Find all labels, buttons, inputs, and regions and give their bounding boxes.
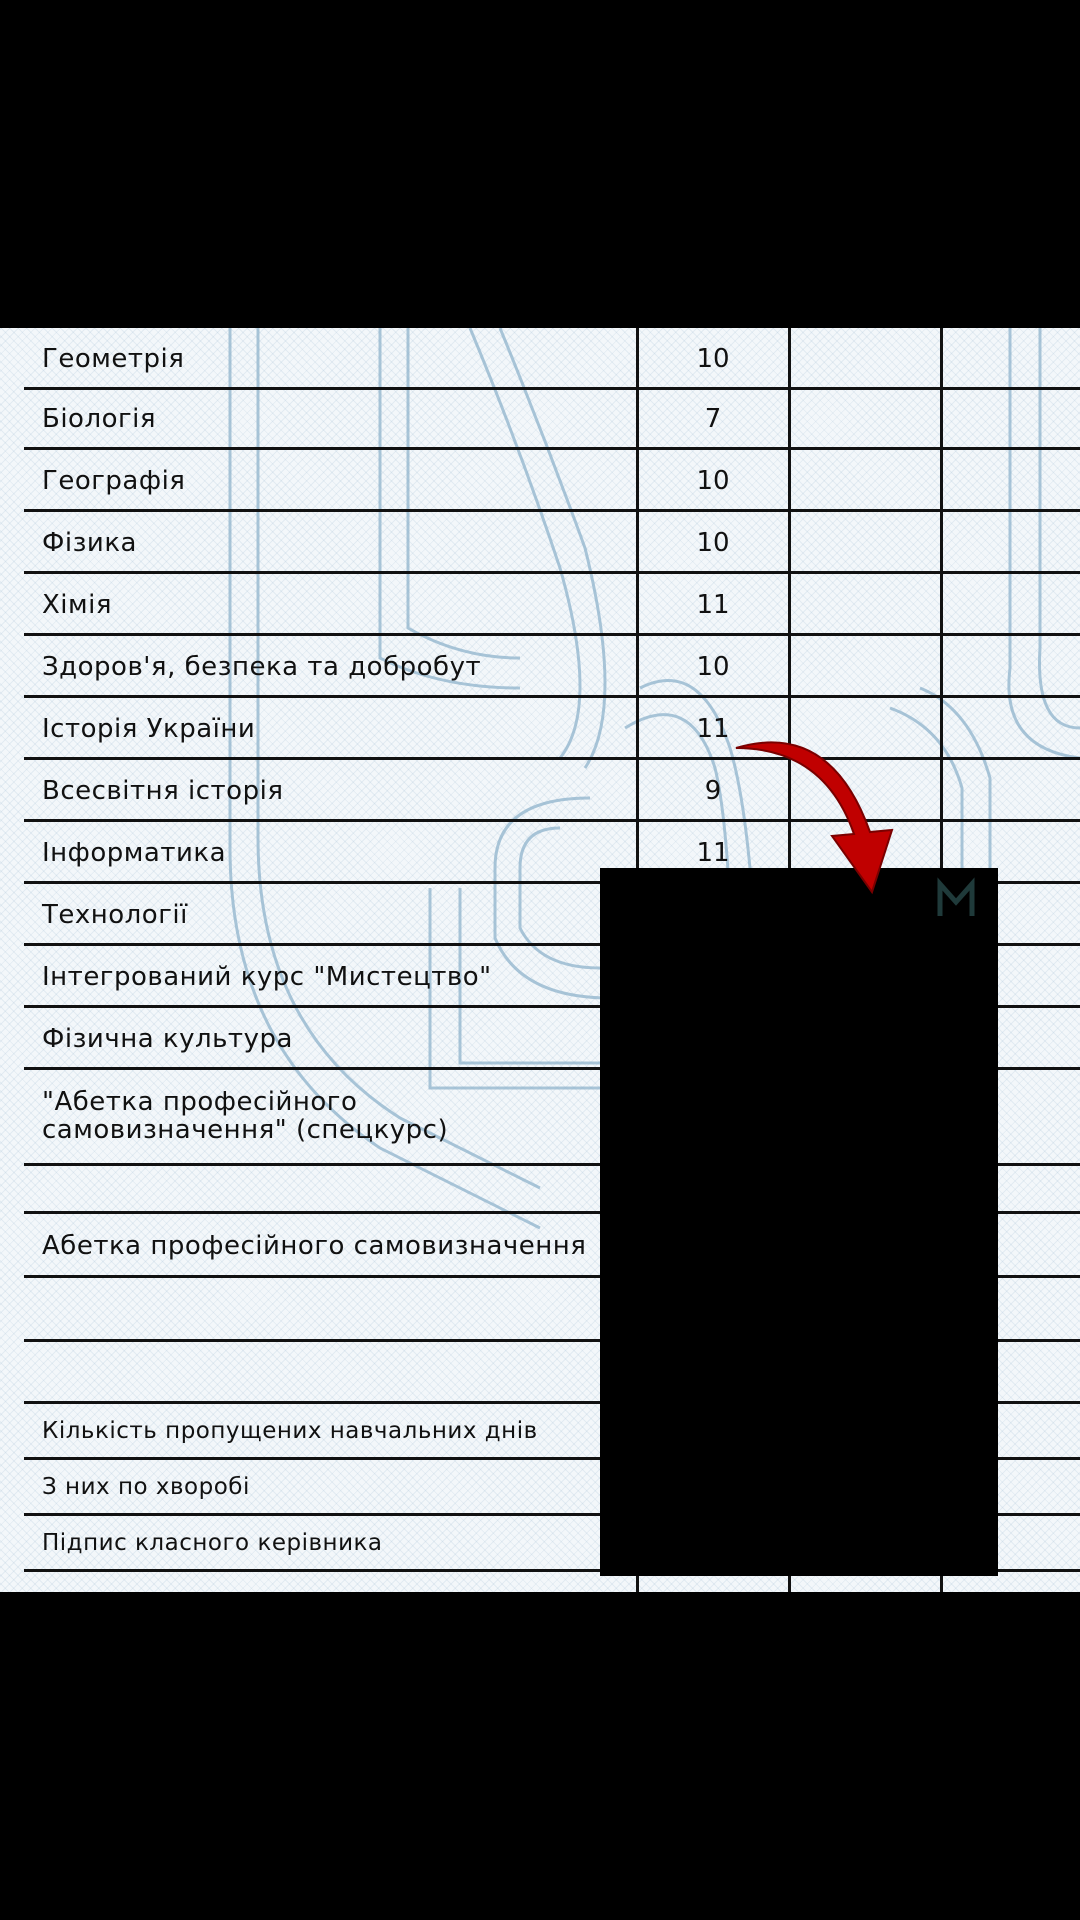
table-row (0, 388, 1080, 450)
subject-name: Здоров'я, безпека та добробут (42, 652, 482, 682)
redaction-box (600, 868, 998, 1576)
table-row (0, 512, 1080, 574)
subject-name: Біологія (42, 404, 157, 434)
grade-value: 9 (704, 776, 722, 806)
footer-label: Кількість пропущених навчальних днів (42, 1418, 538, 1444)
subject-name-line: "Абетка професійного (42, 1087, 358, 1117)
subject-name: Хімія (42, 590, 113, 620)
grade-value: 11 (696, 838, 730, 868)
grade-value: 10 (696, 528, 730, 558)
grade-value: 10 (696, 466, 730, 496)
subject-name-line: самовизначення" (спецкурс) (42, 1115, 449, 1145)
subject-name: Абетка професійного самовизначення (42, 1231, 587, 1261)
grade-value: 10 (696, 652, 730, 682)
table-row (0, 450, 1080, 512)
subject-name: Інтегрований курс "Мистецтво" (42, 962, 492, 992)
grade-value: 11 (696, 590, 730, 620)
footer-label: Підпис класного керівника (42, 1530, 383, 1556)
grade-value: 7 (704, 404, 722, 434)
curved-arrow-icon (720, 712, 910, 902)
subject-name: Технології (42, 900, 188, 930)
subject-name: Фізична культура (42, 1024, 293, 1054)
footer-label: З них по хворобі (42, 1474, 250, 1500)
table-row (0, 574, 1080, 636)
table-row (0, 636, 1080, 698)
grade-value: 10 (696, 344, 730, 374)
subject-name: Фізика (42, 528, 137, 558)
subject-name: Історія України (42, 714, 256, 744)
subject-name: Інформатика (42, 838, 227, 868)
table-row (0, 328, 1080, 390)
watermark-logo-icon (932, 876, 980, 924)
subject-name: Географія (42, 466, 186, 496)
subject-name (42, 1088, 448, 1144)
subject-name: Всесвітня історія (42, 776, 284, 806)
table-row (0, 760, 1080, 822)
table-row (0, 698, 1080, 760)
subject-name: Геометрія (42, 344, 185, 374)
grade-value: 11 (696, 714, 730, 744)
